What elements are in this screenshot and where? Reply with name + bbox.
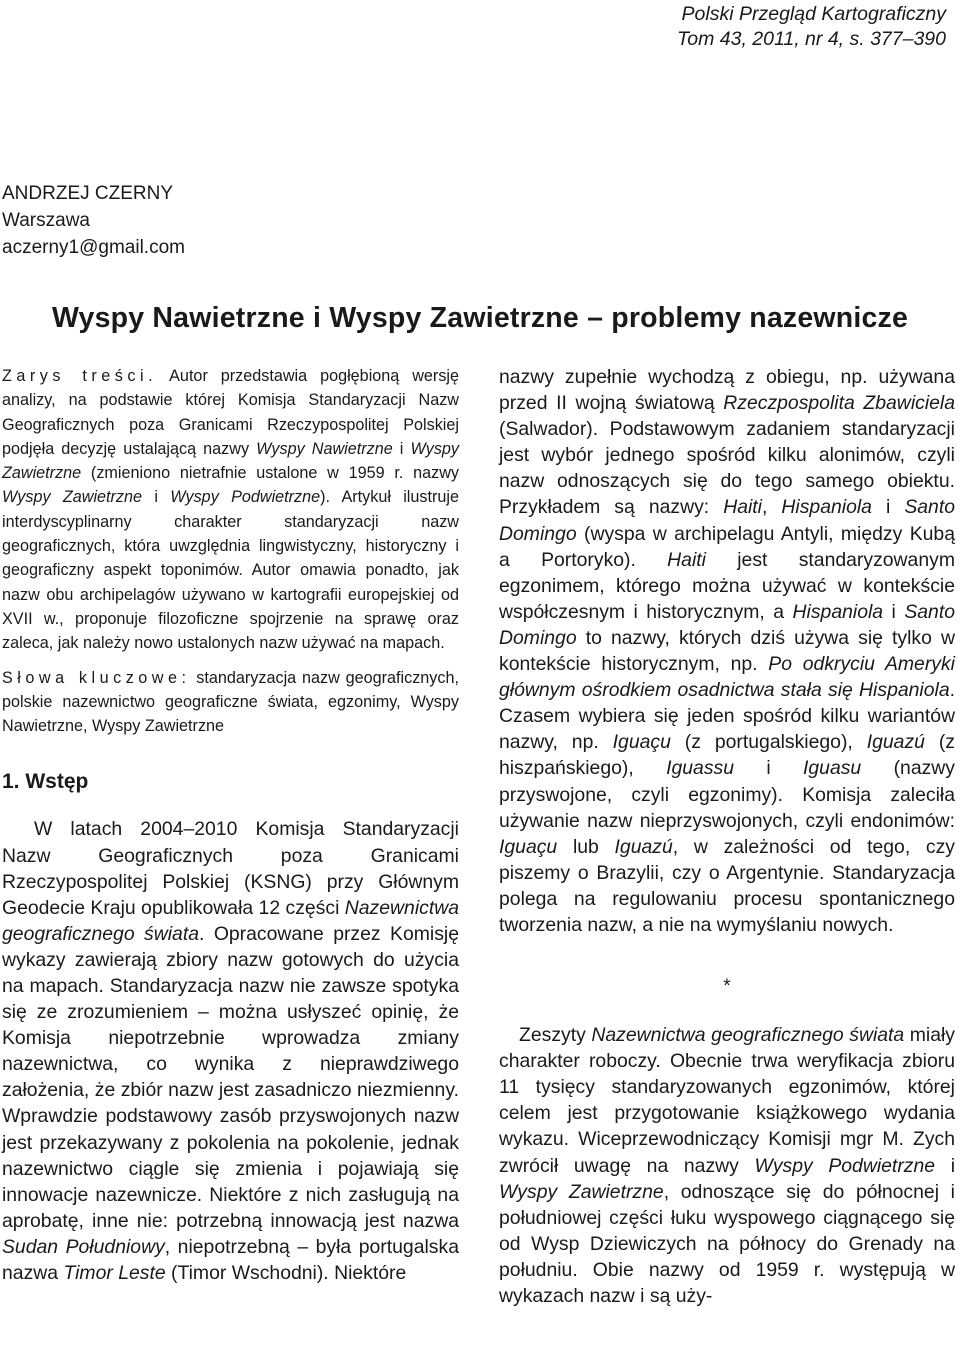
body-term: Nazewnictwa geograficznego świata (591, 1024, 905, 1047)
abstract-label: Zarys treści. (2, 367, 158, 385)
abstract-term: Wyspy Zawietrzne (2, 439, 460, 483)
abstract (2, 364, 459, 656)
section-separator: * (723, 976, 731, 998)
body-text: i (883, 600, 905, 623)
body-text: (z hiszpańskiego), (499, 731, 955, 780)
body-text: i (871, 496, 905, 519)
keywords (2, 666, 459, 739)
body-term: Iguaçu (499, 835, 558, 858)
body-text: to nazwy, których dziś używa się tylko w kontekście historycznym, np. (499, 626, 955, 676)
keywords-label: Słowa kluczowe: (2, 668, 191, 687)
body-term: Iguassu (666, 757, 734, 780)
body-text: , odnoszące się do północnej i południowej części łuku wyspowego ciągnącego się od Wysp Dziewiczych na północy do Grenady na południu. Obie nazwy od 1959 r. występują w wykazach nazw i są uży- (499, 1180, 955, 1307)
abstract-text: Autor przedstawia pogłębioną wersję analizy, na podstawie której Komisja Standaryzacji Nazw Geograficznych poza Granicami Rzeczypospolitej Polskiej podjęła decyzję ustalającą nazwy (2, 367, 460, 458)
author-name: ANDRZEJ CZERNY (2, 183, 174, 204)
body-text: i (935, 1154, 956, 1177)
journal-volume: Tom 43, 2011, nr 4, s. 377–390 (677, 28, 946, 50)
keywords-text: standaryzacja nazw geograficznych, polskie nazewnictwo geograficzne świata, egzonimy, Wyspy Nawietrzne, Wyspy Zawietrzne (2, 668, 459, 736)
body-term: Iguasu (803, 757, 862, 780)
author-block (2, 180, 185, 261)
left-column (2, 364, 459, 1286)
body-text: , (761, 496, 782, 519)
body-term: Santo Domingo (499, 600, 955, 649)
body-term: Hispaniola (792, 600, 884, 623)
body-text: jest standaryzowanym egzonimem, którego można używać w kontekście współczesnym i historycznym, a (499, 548, 955, 623)
body-text: (Timor Wschodni). Niektóre (165, 1262, 407, 1285)
body-text: nazwy zupełnie wychodzą z obiegu, np. używana przed II wojną światową (499, 366, 955, 415)
abstract-text: ). Artykuł ilustruje interdyscyplinarny charakter standaryzacji nazw geograficznych, która uwzględnia lingwistyczny, historyczny i geograficzny aspekt toponimów. Autor omawia ponadto, jak nazw obu archipelagów używano w kartografii europejskiej od XVII w., proponuje filozoficzne spojrzenie na sprawę oraz zaleca, jak należy nowo ustalonych nazw używać na mapach. (2, 488, 459, 653)
continued-paragraph (499, 364, 955, 938)
body-term: Hispaniola (781, 496, 872, 519)
author-city: Warszawa (2, 210, 90, 231)
body-term: Po odkryciu Ameryki głównym ośrodkiem osadnictwa stała się Hispaniola (499, 653, 955, 702)
body-text: . Czasem wybiera się jeden spośród kilku wariantów nazwy, np. (499, 679, 955, 754)
second-paragraph (499, 1022, 955, 1309)
body-text: , w zależności od tego, czy piszemy o Brazylii, czy o Argentynie. Standaryzacja polega na regulowaniu procesu spontanicznego tworzenia nazw, a nie na wymyślaniu nowych. (499, 835, 955, 936)
body-term: Iguazú (614, 835, 673, 858)
author-email[interactable]: aczerny1@gmail.com (2, 237, 185, 258)
body-text: , niepotrzebną – była portugalska nazwa (2, 1235, 459, 1285)
abstract-term: Wyspy Podwietrzne (170, 488, 321, 507)
body-term: Wyspy Zawietrzne (499, 1180, 664, 1203)
body-term: Haiti (667, 548, 706, 571)
body-text: lub (557, 835, 615, 858)
body-text: W latach 2004–2010 Komisja Standaryzacji Nazw Geograficznych poza Granicami Rzeczypospolitej Polskiej (KSNG) przy Głównym Geodecie Kraju opublikowała 12 części (2, 818, 459, 919)
journal-citation (677, 2, 946, 52)
body-text: i (734, 757, 803, 780)
body-text: miały charakter roboczy. Obecnie trwa weryfikacja zbioru 11 tysięcy standaryzowanych egzonimów, której celem jest przygotowanie książkowego wydania wykazu. Wiceprzewodniczący Komisji mgr M. Zych zwrócił uwagę na nazwy (499, 1024, 956, 1177)
body-text: Zeszyty (519, 1024, 592, 1047)
body-term: Nazewnictwa geograficznego świata (2, 896, 459, 945)
abstract-text: i (392, 439, 411, 458)
body-term: Santo Domingo (499, 496, 955, 545)
body-term: Iguaçu (612, 731, 671, 754)
body-term: Timor Leste (63, 1262, 166, 1285)
body-text: (z portugalskiego), (670, 731, 867, 754)
body-term: Haiti (723, 496, 762, 519)
journal-name: Polski Przegląd Kartograficzny (681, 3, 946, 25)
body-text: (nazwy przyswojone, czyli egzonimy). Komisja zaleciła używanie nazw nieprzyswojonych, czyli endonimów: (499, 757, 955, 832)
body-text: . Opracowane przez Komisję wykazy zawierają zbiory nazw gotowych do użycia na mapach. Standaryzacja nazw nie zawsze spotyka się ze zrozumieniem – można usłyszeć opinię, że Komisja niepotrzebnie wprowadza zmiany nazewnictwa, co wynika z nieprawdziwego założenia, że zbiór nazw jest zasadniczo niezmienny. Wprawdzie podstawowy zasób przyswojonych nazw jest przekazywany z pokolenia na pokolenie, jednak nazewnictwo ciągle się zmienia i pojawiają się innowacje nazewnicze. Niektóre z nich zasługują na aprobatę, inne nie: potrzebną innowacją jest nazwa (2, 922, 460, 1232)
section-heading: 1. Wstęp (2, 770, 89, 794)
intro-paragraph (2, 816, 459, 1286)
abstract-term: Wyspy Zawietrzne (2, 488, 143, 507)
abstract-text: i (142, 488, 171, 507)
right-column (499, 364, 955, 1309)
body-term: Wyspy Podwietrzne (754, 1154, 936, 1177)
body-text: (Salwador). Podstawowym zadaniem standaryzacji jest wybór jednego spośród kilku alonimów, czyli nazw odnoszących się do tego samego obiektu. Przykładem są nazwy: (499, 418, 955, 519)
body-term: Rzeczpospolita Zbawiciela (723, 392, 956, 415)
body-term: Sudan Południowy (2, 1235, 165, 1258)
body-text: (wyspa w archipelagu Antyli, między Kubą a Portoryko). (499, 522, 955, 571)
body-term: Iguazú (866, 731, 925, 754)
abstract-term: Wyspy Nawietrzne (256, 439, 393, 458)
abstract-text: (zmieniono nietrafnie ustalone w 1959 r. nazwy (81, 464, 459, 483)
article-title: Wyspy Nawietrzne i Wyspy Zawietrzne – problemy nazewnicze (51, 302, 909, 334)
